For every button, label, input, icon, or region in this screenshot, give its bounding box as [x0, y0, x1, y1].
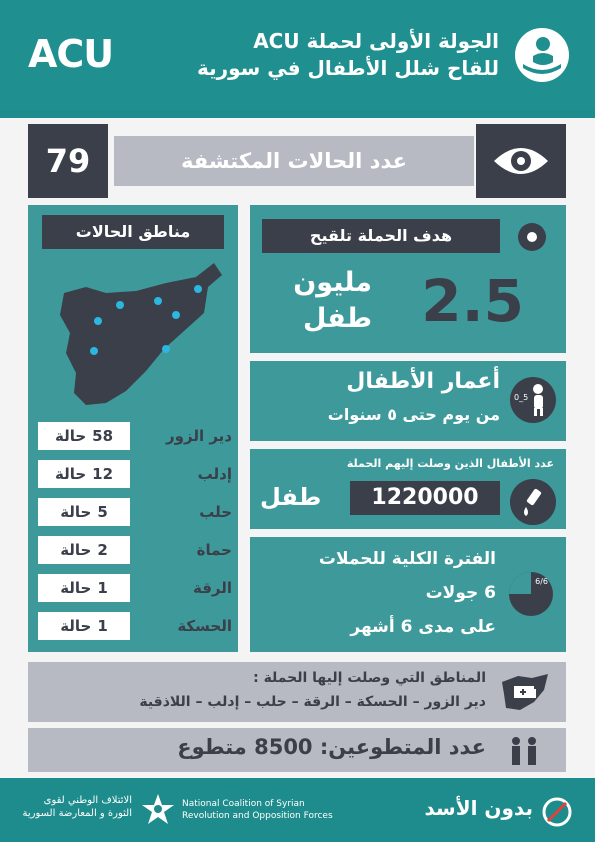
cases-count: 79: [28, 124, 108, 198]
case-place: إدلب: [197, 465, 232, 483]
goal-title: هدف الحملة تلقيح: [262, 219, 500, 253]
goal-word-child: طفل: [303, 303, 372, 334]
title-line-2: للقاح شلل الأطفال في سورية: [196, 56, 499, 80]
map-dot-hasakah: [194, 285, 202, 293]
case-place: الرقة: [192, 579, 232, 597]
volunteers-band: [28, 728, 566, 772]
ages-title: أعمار الأطفال: [346, 369, 500, 394]
map-dot-homs: [162, 345, 170, 353]
case-place: حماة: [196, 541, 232, 559]
coalition-ar-line-2: الثورة و المعارضة السورية: [22, 808, 132, 819]
case-row: [38, 460, 234, 488]
case-number: 12: [92, 465, 114, 483]
no-assad-text: بدون الأسد: [424, 796, 533, 820]
period-title: الفترة الكلية للحملات: [318, 549, 496, 569]
case-count: [38, 612, 130, 640]
case-unit: حالة: [60, 541, 92, 559]
coalition-name-en: [182, 798, 333, 822]
reached-panel: [250, 449, 566, 529]
eye-icon: [476, 124, 566, 198]
case-place: حلب: [199, 503, 232, 521]
coalition-en-line-2: Revolution and Opposition Forces: [182, 811, 333, 821]
syria-map: [46, 253, 226, 423]
map-dot-hama: [90, 347, 98, 355]
coalition-logo-icon: [140, 792, 176, 828]
target-icon: [518, 223, 546, 251]
goal-word-million: مليون: [293, 267, 372, 298]
case-count: [38, 574, 130, 602]
header: [0, 0, 595, 118]
title-line-1: الجولة الأولى لحملة ACU: [253, 29, 499, 53]
case-row: [38, 422, 234, 450]
child-icon: [510, 377, 556, 423]
child-in-hand-icon: [513, 26, 571, 84]
case-number: 2: [97, 541, 108, 559]
acu-logo-text: ACU: [28, 32, 114, 76]
pie-label: 6/6: [535, 577, 548, 586]
period-span: على مدى 6 أشهر: [350, 617, 496, 637]
reach-areas-list: دير الزور – الحسكة – الرقة – حلب – إدلب – اللاذقية: [139, 694, 486, 710]
footer: [0, 778, 595, 842]
child-figure-icon: [510, 377, 556, 423]
no-sign-icon: [541, 796, 573, 828]
case-count: [38, 422, 130, 450]
cases-row: [28, 124, 566, 198]
case-unit: حالة: [54, 427, 87, 445]
people-icon: [506, 736, 542, 766]
case-number: 1: [97, 579, 108, 597]
case-unit: حالة: [60, 579, 92, 597]
period-panel: [250, 537, 566, 652]
reach-areas-title: المناطق التي وصلت إليها الحملة :: [253, 670, 486, 686]
case-place: دير الزور: [166, 427, 232, 445]
age-range-label: 0_5: [514, 393, 529, 402]
eye-box: [476, 124, 566, 198]
pie-remainder-wedge: [509, 572, 531, 594]
reached-title: عدد الأطفال الذين وصلت إليهم الحملة: [346, 457, 554, 470]
reached-number: 1220000: [350, 481, 500, 515]
ages-panel: [250, 361, 566, 441]
case-unit: حالة: [60, 617, 92, 635]
case-number: 1: [97, 617, 108, 635]
reach-areas-band: [28, 662, 566, 722]
goal-number: 2.5: [421, 267, 524, 335]
case-unit: حالة: [60, 503, 92, 521]
period-rounds: 6 جولات: [425, 583, 496, 603]
case-row: [38, 574, 234, 602]
areas-panel: [28, 205, 238, 652]
volunteers-text: عدد المتطوعين: 8500 متطوع: [177, 735, 486, 759]
case-row: [38, 612, 234, 640]
case-row: [38, 536, 234, 564]
acu-logo: [28, 32, 138, 82]
case-count: [38, 498, 130, 526]
cases-label: عدد الحالات المكتشفة: [114, 136, 474, 186]
coalition-name-ar: [16, 794, 132, 820]
map-dot-raqqa: [154, 297, 162, 305]
coalition-en-line-1: National Coalition of Syrian: [182, 799, 305, 809]
case-count: [38, 536, 130, 564]
page-title: [159, 28, 499, 82]
case-place: الحسكة: [177, 617, 232, 635]
areas-title: مناطق الحالات: [42, 215, 224, 249]
case-number: 58: [92, 427, 114, 445]
vaccine-drop-icon: [510, 479, 556, 525]
ambulance-map-icon: [498, 670, 552, 714]
case-unit: حالة: [54, 465, 87, 483]
case-number: 5: [97, 503, 108, 521]
goal-panel: [250, 205, 566, 353]
map-dot-aleppo: [116, 301, 124, 309]
case-count: [38, 460, 130, 488]
reached-word: طفل: [260, 483, 322, 511]
coalition-ar-line-1: الائتلاف الوطني لقوى: [43, 795, 132, 806]
map-dot-idlib: [94, 317, 102, 325]
map-dot-deir-ezzor: [172, 311, 180, 319]
no-assad-logo: [417, 792, 577, 830]
ages-subtitle: من يوم حتى ٥ سنوات: [327, 405, 500, 424]
goal-words: [262, 265, 372, 337]
case-row: [38, 498, 234, 526]
